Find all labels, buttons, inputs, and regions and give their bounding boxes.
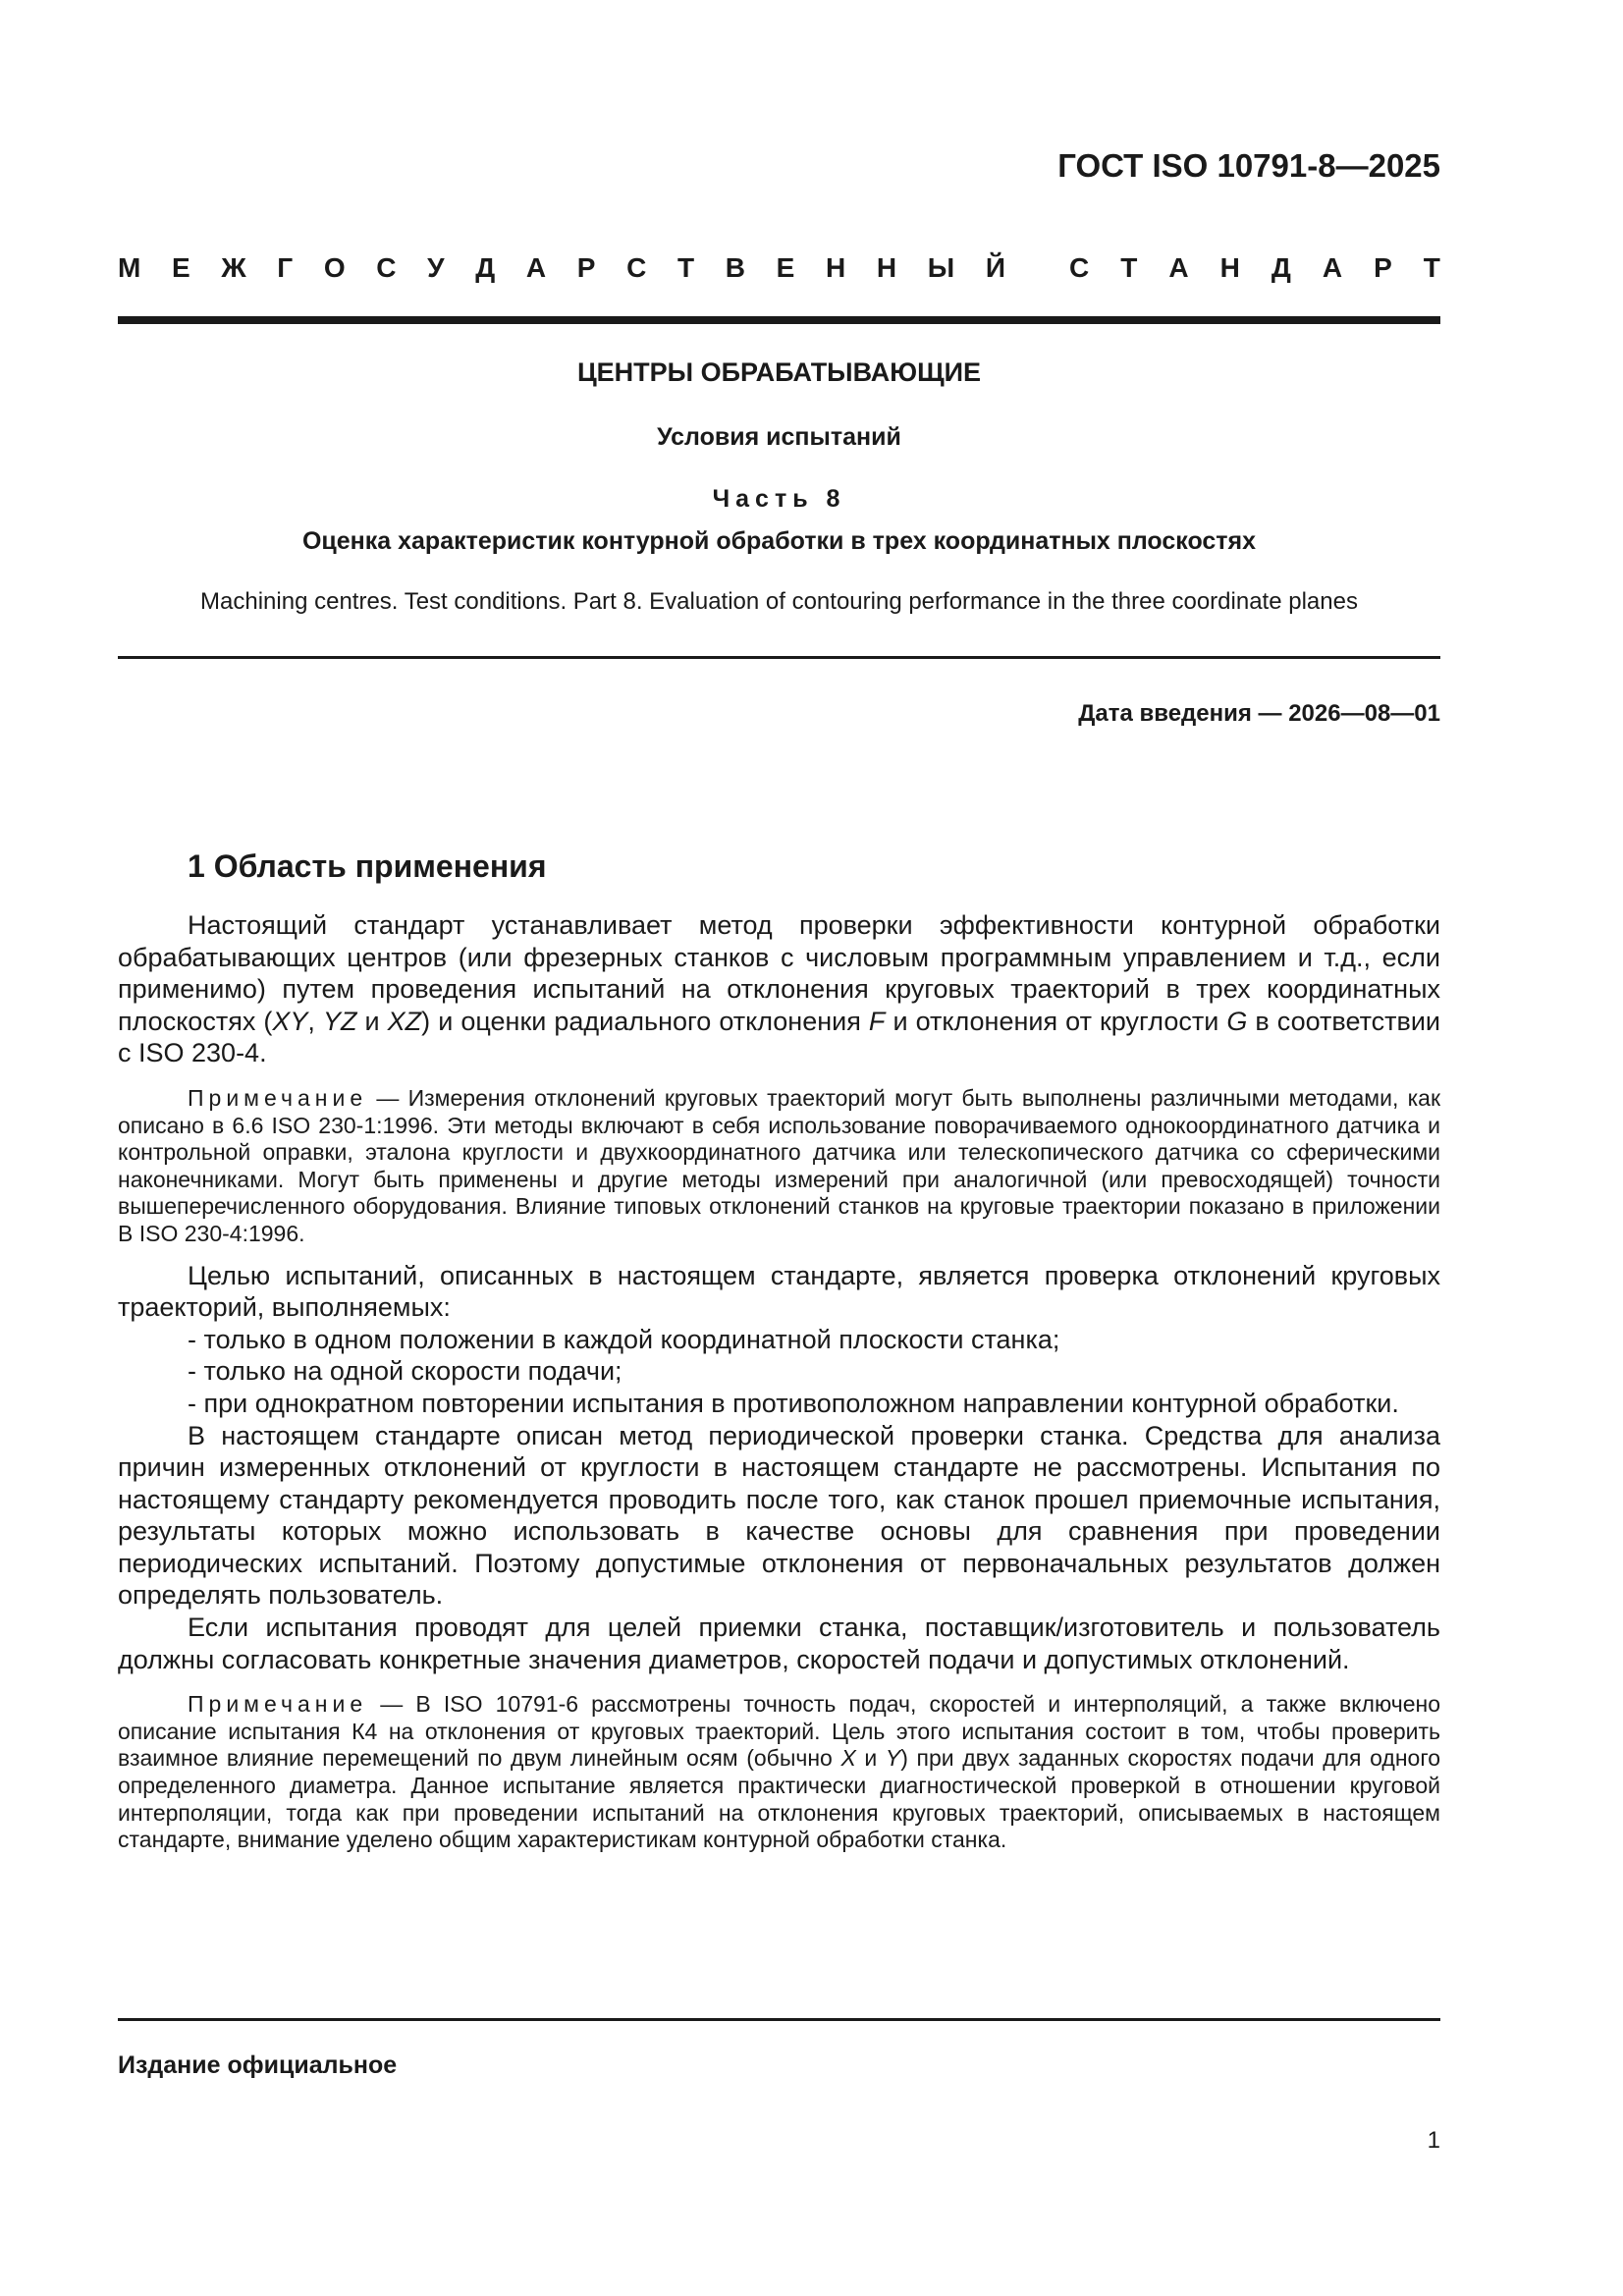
heading-letter: Н — [825, 252, 846, 283]
list-item: - при однократном повторении испытания в противоположном направлении контурной обработки. — [118, 1388, 1440, 1420]
purpose-list — [118, 1324, 1440, 1420]
official-edition-label: Издание официальное — [118, 2051, 398, 2079]
heading-letter: В — [725, 252, 745, 283]
heading-letter: С — [626, 252, 647, 283]
text-run: Настоящий стандарт устанавливает метод проверки эффективности контурной обработки обрабатывающих центров (или фрезерных станков с числовым программным управлением и т.д., если применимо) путем проведения испытаний на отклонения круговых траекторий в трех координатных плоскостях ( — [118, 910, 1440, 1036]
standard-type-word-1 — [118, 252, 1005, 284]
paragraph-purpose: Целью испытаний, описанных в настоящем стандарте, является проверка отклонений круговых траекторий, выполняемых: — [118, 1260, 1440, 1323]
section-heading: 1 Область применения — [188, 848, 547, 884]
page-number: 1 — [1427, 2127, 1440, 2154]
note-text: — Измерения отклонений круговых траекторий могут быть выполнены различными методами, как описано в 6.6 ISO 230-1:1996. Эти методы включают в себя использование поворачиваемого однокоординатного датчика и контрольной оправки, эталона круглости и двухкоординатного датчика или телескопического датчика со сферическими наконечниками. Могут быть применены и другие методы измерений при аналогичной (или превосходящей) точности вышеперечисленного оборудования. Влияние типовых отклонений станков на круговые траектории показано в приложении В ISO 230-4:1996. — [118, 1084, 1440, 1246]
heading-letter: Й — [985, 252, 1005, 283]
note-1 — [118, 1085, 1440, 1248]
list-item: - только на одной скорости подачи; — [118, 1355, 1440, 1388]
text-run-italic: Y — [885, 1745, 901, 1772]
heading-letter: С — [376, 252, 397, 283]
text-run: и — [855, 1745, 886, 1772]
heading-letter: Р — [576, 252, 596, 283]
heading-letter: Н — [1219, 252, 1240, 283]
document-number: ГОСТ ISO 10791-8—2025 — [1057, 147, 1440, 184]
heading-letter: Т — [1120, 252, 1138, 283]
heading-letter: Т — [676, 252, 695, 283]
heading-letter: А — [1322, 252, 1343, 283]
note-label: Примечание — [188, 1084, 368, 1111]
heading-letter: М — [118, 252, 141, 283]
standard-type-word-2 — [1069, 252, 1440, 284]
footer-divider — [118, 2018, 1440, 2021]
text-run-italic: YZ — [322, 1006, 357, 1036]
text-run: — В ISO 10791-6 рассмотрены точность подач, скоростей и интерполяций, а также включено описание испытания К4 на отклонения от круговых траекторий. Цель этого испытания состоит в том, чтобы проверить взаимное влияние перемещений по двум линейным осям (обычно — [118, 1691, 1440, 1772]
heading-letter: Е — [171, 252, 190, 283]
paragraph-acceptance: Если испытания проводят для целей приемки станка, поставщик/изготовитель и пользователь должны согласовать конкретные значения диаметров, скоростей подачи и допустимых отклонений. — [118, 1613, 1440, 1674]
title-divider — [118, 656, 1440, 659]
heading-letter: Т — [1423, 252, 1440, 283]
text-run: , — [307, 1006, 323, 1036]
title-description: Оценка характеристик контурной обработки в трех координатных плоскостях — [301, 527, 1257, 555]
heading-letter: С — [1069, 252, 1090, 283]
heading-letter: Ж — [221, 252, 246, 283]
heading-letter: О — [323, 252, 346, 283]
note-2 — [118, 1691, 1440, 1854]
text-run-italic: G — [1226, 1006, 1248, 1036]
heading-letter: Р — [1374, 252, 1392, 283]
heading-letter: Е — [776, 252, 795, 283]
heading-letter: Д — [475, 252, 496, 283]
header-divider — [118, 316, 1440, 324]
text-run: и отклонения от круглости — [885, 1006, 1227, 1036]
heading-letter: Д — [1271, 252, 1291, 283]
introduction-date: Дата введения — 2026—08—01 — [1078, 700, 1440, 727]
title-main: ЦЕНТРЫ ОБРАБАТЫВАЮЩИЕ — [576, 357, 982, 387]
standard-type-heading — [118, 252, 1440, 284]
note-label: Примечание — [188, 1691, 368, 1718]
heading-letter: У — [427, 252, 445, 283]
text-run-italic: XY — [272, 1006, 308, 1036]
text-run: в соответствии с ISO 230-4. — [118, 1006, 1441, 1068]
text-run: ) и оценки радиального отклонения — [421, 1006, 869, 1036]
title-subtitle: Условия испытаний — [657, 423, 901, 451]
text-run: и — [356, 1006, 388, 1036]
text-run-italic: X — [840, 1745, 856, 1772]
heading-letter: Н — [876, 252, 897, 283]
heading-letter: Г — [277, 252, 294, 283]
text-run-italic: XZ — [387, 1006, 422, 1036]
paragraph-scope — [118, 909, 1440, 1069]
paragraph-method: В настоящем стандарте описан метод периодической проверки станка. Средства для анализа причин измеренных отклонений от круглости в настоящем стандарте не рассмотрены. Испытания по настоящему стандарту рекомендуется проводить после того, как станок прошел приемочные испытания, результаты которых можно использовать в качестве основы для сравнения при проведении периодических испытаний. Поэтому допустимые отклонения от первоначальных результатов должен определять пользователь. — [118, 1420, 1440, 1611]
text-run: ) при двух заданных скоростях подачи для одного определенного диаметра. Данное испытание является практически диагностической проверкой в отношении круговой интерполяции, тогда как при проведении испытаний на отклонения круговых траекторий, описываемых в настоящем стандарте, внимание уделено общим характеристикам контурной обработки станка. — [118, 1745, 1440, 1853]
heading-letter: А — [525, 252, 547, 283]
list-item: - только в одном положении в каждой координатной плоскости станка; — [118, 1324, 1440, 1356]
title-english: Machining centres. Test conditions. Part 8. Evaluation of contouring performance in the three coordinate planes — [200, 588, 1358, 615]
title-part: Часть 8 — [712, 485, 846, 513]
heading-letter: Ы — [927, 252, 955, 283]
heading-letter: А — [1168, 252, 1189, 283]
section-body — [118, 909, 1440, 1866]
text-run-italic: F — [868, 1006, 886, 1036]
